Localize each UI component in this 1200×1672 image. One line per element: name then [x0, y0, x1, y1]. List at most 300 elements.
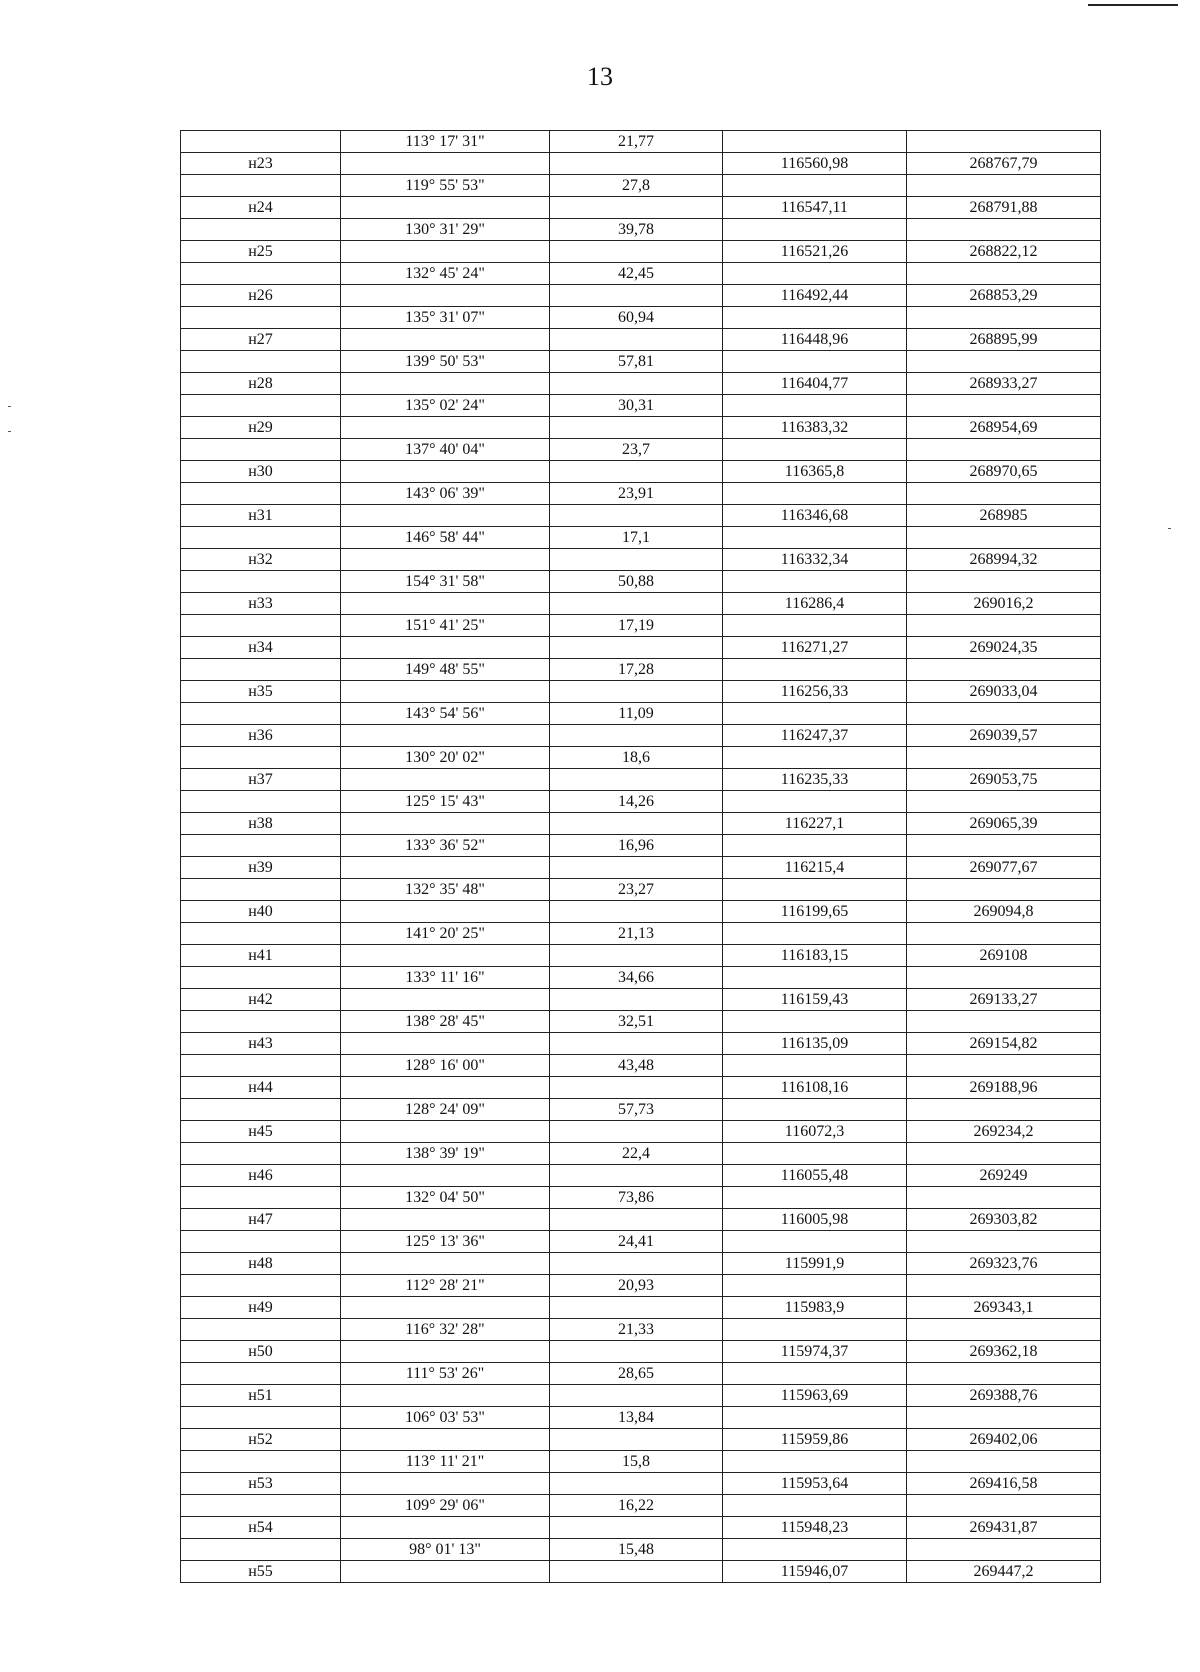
distance-cell	[550, 549, 723, 571]
angle-cell	[341, 1209, 550, 1231]
corner-scan-mark	[1088, 4, 1178, 6]
distance-cell	[550, 461, 723, 483]
point-row	[181, 1253, 1101, 1275]
point-id-cell: н37	[181, 769, 341, 791]
x-cell: 115948,23	[723, 1517, 907, 1539]
distance-cell: 23,27	[550, 879, 723, 901]
angle-cell	[341, 373, 550, 395]
distance-cell	[550, 1561, 723, 1583]
distance-cell: 42,45	[550, 263, 723, 285]
point-id-cell: н38	[181, 813, 341, 835]
y-cell: 268985	[907, 505, 1101, 527]
point-id-cell: н40	[181, 901, 341, 923]
distance-cell: 24,41	[550, 1231, 723, 1253]
x-cell: 116271,27	[723, 637, 907, 659]
distance-cell: 23,7	[550, 439, 723, 461]
point-cell	[181, 1363, 341, 1385]
angle-cell: 135° 02' 24"	[341, 395, 550, 417]
angle-cell	[341, 725, 550, 747]
distance-cell: 16,96	[550, 835, 723, 857]
x-cell	[723, 659, 907, 681]
y-cell	[907, 967, 1101, 989]
y-cell: 269416,58	[907, 1473, 1101, 1495]
y-cell: 269402,06	[907, 1429, 1101, 1451]
point-row	[181, 1429, 1101, 1451]
point-id-cell: н49	[181, 1297, 341, 1319]
y-cell: 269188,96	[907, 1077, 1101, 1099]
x-cell: 116159,43	[723, 989, 907, 1011]
point-cell	[181, 1451, 341, 1473]
point-id-cell: н23	[181, 153, 341, 175]
angle-cell	[341, 1473, 550, 1495]
x-cell: 115974,37	[723, 1341, 907, 1363]
point-id-cell: н35	[181, 681, 341, 703]
y-cell: 268853,29	[907, 285, 1101, 307]
y-cell	[907, 307, 1101, 329]
distance-cell: 15,48	[550, 1539, 723, 1561]
segment-row	[181, 307, 1101, 329]
point-row	[181, 1077, 1101, 1099]
distance-cell	[550, 1429, 723, 1451]
margin-mark	[1168, 528, 1171, 529]
segment-row	[181, 1275, 1101, 1297]
distance-cell: 73,86	[550, 1187, 723, 1209]
segment-row	[181, 439, 1101, 461]
distance-cell	[550, 1121, 723, 1143]
point-cell	[181, 483, 341, 505]
y-cell: 268767,79	[907, 153, 1101, 175]
y-cell: 269039,57	[907, 725, 1101, 747]
point-id-cell: н44	[181, 1077, 341, 1099]
angle-cell	[341, 989, 550, 1011]
x-cell: 116055,48	[723, 1165, 907, 1187]
coordinates-table-body	[181, 131, 1101, 1583]
margin-mark	[8, 431, 11, 432]
angle-cell: 130° 20' 02"	[341, 747, 550, 769]
distance-cell: 57,73	[550, 1099, 723, 1121]
angle-cell: 139° 50' 53"	[341, 351, 550, 373]
segment-row	[181, 175, 1101, 197]
y-cell	[907, 1099, 1101, 1121]
segment-row	[181, 615, 1101, 637]
distance-cell	[550, 285, 723, 307]
point-id-cell: н42	[181, 989, 341, 1011]
y-cell: 269065,39	[907, 813, 1101, 835]
point-row	[181, 241, 1101, 263]
x-cell: 116256,33	[723, 681, 907, 703]
angle-cell: 143° 54' 56"	[341, 703, 550, 725]
x-cell	[723, 175, 907, 197]
point-row	[181, 373, 1101, 395]
point-row	[181, 1209, 1101, 1231]
y-cell	[907, 1011, 1101, 1033]
point-cell	[181, 571, 341, 593]
point-cell	[181, 1495, 341, 1517]
x-cell	[723, 1099, 907, 1121]
segment-row	[181, 131, 1101, 153]
x-cell	[723, 1275, 907, 1297]
distance-cell: 50,88	[550, 571, 723, 593]
y-cell: 269077,67	[907, 857, 1101, 879]
y-cell: 269249	[907, 1165, 1101, 1187]
point-cell	[181, 351, 341, 373]
x-cell: 116492,44	[723, 285, 907, 307]
y-cell: 268970,65	[907, 461, 1101, 483]
y-cell	[907, 835, 1101, 857]
point-id-cell: н51	[181, 1385, 341, 1407]
distance-cell	[550, 1077, 723, 1099]
distance-cell	[550, 329, 723, 351]
angle-cell	[341, 813, 550, 835]
y-cell	[907, 791, 1101, 813]
distance-cell	[550, 1341, 723, 1363]
y-cell: 269133,27	[907, 989, 1101, 1011]
angle-cell	[341, 637, 550, 659]
segment-row	[181, 571, 1101, 593]
point-id-cell: н41	[181, 945, 341, 967]
distance-cell: 15,8	[550, 1451, 723, 1473]
x-cell: 116448,96	[723, 329, 907, 351]
segment-row	[181, 219, 1101, 241]
y-cell: 268954,69	[907, 417, 1101, 439]
point-id-cell: н28	[181, 373, 341, 395]
angle-cell: 125° 13' 36"	[341, 1231, 550, 1253]
point-row	[181, 461, 1101, 483]
angle-cell: 141° 20' 25"	[341, 923, 550, 945]
distance-cell	[550, 153, 723, 175]
angle-cell: 106° 03' 53"	[341, 1407, 550, 1429]
distance-cell	[550, 593, 723, 615]
y-cell: 269447,2	[907, 1561, 1101, 1583]
point-id-cell: н32	[181, 549, 341, 571]
y-cell	[907, 1275, 1101, 1297]
y-cell	[907, 527, 1101, 549]
point-cell	[181, 1011, 341, 1033]
page-number: 13	[587, 62, 613, 91]
point-cell	[181, 527, 341, 549]
x-cell	[723, 1319, 907, 1341]
x-cell: 116247,37	[723, 725, 907, 747]
distance-cell: 60,94	[550, 307, 723, 329]
angle-cell: 130° 31' 29"	[341, 219, 550, 241]
distance-cell: 13,84	[550, 1407, 723, 1429]
point-id-cell: н30	[181, 461, 341, 483]
angle-cell	[341, 857, 550, 879]
angle-cell: 138° 28' 45"	[341, 1011, 550, 1033]
y-cell	[907, 659, 1101, 681]
x-cell: 116108,16	[723, 1077, 907, 1099]
segment-row	[181, 1055, 1101, 1077]
distance-cell: 11,09	[550, 703, 723, 725]
segment-row	[181, 791, 1101, 813]
margin-mark	[8, 406, 11, 407]
distance-cell	[550, 373, 723, 395]
angle-cell: 135° 31' 07"	[341, 307, 550, 329]
angle-cell: 133° 11' 16"	[341, 967, 550, 989]
point-id-cell: н24	[181, 197, 341, 219]
distance-cell	[550, 197, 723, 219]
angle-cell: 154° 31' 58"	[341, 571, 550, 593]
x-cell: 116332,34	[723, 549, 907, 571]
y-cell: 269033,04	[907, 681, 1101, 703]
distance-cell	[550, 1473, 723, 1495]
x-cell	[723, 395, 907, 417]
distance-cell: 23,91	[550, 483, 723, 505]
distance-cell: 22,4	[550, 1143, 723, 1165]
y-cell	[907, 439, 1101, 461]
angle-cell	[341, 1033, 550, 1055]
angle-cell: 112° 28' 21"	[341, 1275, 550, 1297]
point-cell	[181, 659, 341, 681]
distance-cell	[550, 725, 723, 747]
distance-cell	[550, 1209, 723, 1231]
angle-cell: 137° 40' 04"	[341, 439, 550, 461]
point-row	[181, 1121, 1101, 1143]
point-row	[181, 549, 1101, 571]
point-id-cell: н52	[181, 1429, 341, 1451]
x-cell	[723, 439, 907, 461]
x-cell: 116383,32	[723, 417, 907, 439]
x-cell: 116346,68	[723, 505, 907, 527]
point-row	[181, 1297, 1101, 1319]
point-id-cell: н47	[181, 1209, 341, 1231]
distance-cell	[550, 857, 723, 879]
y-cell: 269343,1	[907, 1297, 1101, 1319]
y-cell	[907, 615, 1101, 637]
segment-row	[181, 967, 1101, 989]
angle-cell: 109° 29' 06"	[341, 1495, 550, 1517]
point-cell	[181, 131, 341, 153]
angle-cell: 125° 15' 43"	[341, 791, 550, 813]
y-cell	[907, 1055, 1101, 1077]
angle-cell	[341, 1165, 550, 1187]
angle-cell: 128° 16' 00"	[341, 1055, 550, 1077]
y-cell: 269154,82	[907, 1033, 1101, 1055]
distance-cell: 17,1	[550, 527, 723, 549]
y-cell	[907, 1407, 1101, 1429]
angle-cell	[341, 505, 550, 527]
angle-cell: 113° 11' 21"	[341, 1451, 550, 1473]
x-cell	[723, 1011, 907, 1033]
point-cell	[181, 1319, 341, 1341]
angle-cell	[341, 1121, 550, 1143]
angle-cell: 128° 24' 09"	[341, 1099, 550, 1121]
angle-cell	[341, 1429, 550, 1451]
angle-cell: 132° 04' 50"	[341, 1187, 550, 1209]
angle-cell	[341, 901, 550, 923]
point-row	[181, 153, 1101, 175]
x-cell: 116199,65	[723, 901, 907, 923]
y-cell: 269094,8	[907, 901, 1101, 923]
angle-cell: 138° 39' 19"	[341, 1143, 550, 1165]
x-cell	[723, 1539, 907, 1561]
point-cell	[181, 307, 341, 329]
point-cell	[181, 219, 341, 241]
point-cell	[181, 791, 341, 813]
y-cell	[907, 483, 1101, 505]
distance-cell: 16,22	[550, 1495, 723, 1517]
angle-cell	[341, 153, 550, 175]
y-cell: 268994,32	[907, 549, 1101, 571]
x-cell: 116005,98	[723, 1209, 907, 1231]
point-cell	[181, 1143, 341, 1165]
segment-row	[181, 1231, 1101, 1253]
segment-row	[181, 1099, 1101, 1121]
distance-cell: 57,81	[550, 351, 723, 373]
angle-cell	[341, 461, 550, 483]
point-cell	[181, 263, 341, 285]
x-cell: 116404,77	[723, 373, 907, 395]
distance-cell	[550, 769, 723, 791]
point-cell	[181, 923, 341, 945]
distance-cell	[550, 1517, 723, 1539]
distance-cell: 21,13	[550, 923, 723, 945]
angle-cell	[341, 1341, 550, 1363]
distance-cell	[550, 505, 723, 527]
x-cell: 116215,4	[723, 857, 907, 879]
x-cell: 116183,15	[723, 945, 907, 967]
point-cell	[181, 395, 341, 417]
x-cell	[723, 967, 907, 989]
x-cell	[723, 835, 907, 857]
y-cell	[907, 879, 1101, 901]
y-cell: 268791,88	[907, 197, 1101, 219]
segment-row	[181, 879, 1101, 901]
angle-cell: 111° 53' 26"	[341, 1363, 550, 1385]
point-row	[181, 285, 1101, 307]
point-id-cell: н45	[181, 1121, 341, 1143]
point-row	[181, 769, 1101, 791]
distance-cell: 20,93	[550, 1275, 723, 1297]
x-cell	[723, 351, 907, 373]
segment-row	[181, 1539, 1101, 1561]
point-cell	[181, 439, 341, 461]
angle-cell	[341, 197, 550, 219]
point-id-cell: н34	[181, 637, 341, 659]
x-cell: 116547,11	[723, 197, 907, 219]
segment-row	[181, 1143, 1101, 1165]
x-cell: 116560,98	[723, 153, 907, 175]
x-cell: 115953,64	[723, 1473, 907, 1495]
angle-cell	[341, 241, 550, 263]
point-id-cell: н46	[181, 1165, 341, 1187]
angle-cell: 151° 41' 25"	[341, 615, 550, 637]
angle-cell	[341, 1385, 550, 1407]
y-cell	[907, 1187, 1101, 1209]
y-cell	[907, 747, 1101, 769]
point-row	[181, 813, 1101, 835]
y-cell	[907, 1451, 1101, 1473]
y-cell: 268895,99	[907, 329, 1101, 351]
point-row	[181, 329, 1101, 351]
point-row	[181, 1165, 1101, 1187]
angle-cell: 119° 55' 53"	[341, 175, 550, 197]
y-cell	[907, 571, 1101, 593]
point-row	[181, 637, 1101, 659]
distance-cell: 39,78	[550, 219, 723, 241]
y-cell	[907, 175, 1101, 197]
y-cell	[907, 395, 1101, 417]
y-cell: 269362,18	[907, 1341, 1101, 1363]
angle-cell	[341, 549, 550, 571]
segment-row	[181, 1407, 1101, 1429]
y-cell: 268933,27	[907, 373, 1101, 395]
y-cell	[907, 351, 1101, 373]
x-cell	[723, 571, 907, 593]
point-cell	[181, 835, 341, 857]
angle-cell	[341, 417, 550, 439]
y-cell	[907, 1231, 1101, 1253]
distance-cell: 18,6	[550, 747, 723, 769]
distance-cell: 14,26	[550, 791, 723, 813]
point-cell	[181, 879, 341, 901]
angle-cell: 116° 32' 28"	[341, 1319, 550, 1341]
point-id-cell: н26	[181, 285, 341, 307]
x-cell: 116235,33	[723, 769, 907, 791]
x-cell	[723, 263, 907, 285]
x-cell	[723, 747, 907, 769]
x-cell: 115959,86	[723, 1429, 907, 1451]
distance-cell: 28,65	[550, 1363, 723, 1385]
y-cell	[907, 219, 1101, 241]
point-row	[181, 901, 1101, 923]
point-row	[181, 197, 1101, 219]
y-cell: 269323,76	[907, 1253, 1101, 1275]
angle-cell	[341, 1253, 550, 1275]
segment-row	[181, 1363, 1101, 1385]
segment-row	[181, 659, 1101, 681]
segment-row	[181, 1319, 1101, 1341]
point-id-cell: н53	[181, 1473, 341, 1495]
point-id-cell: н25	[181, 241, 341, 263]
x-cell: 116227,1	[723, 813, 907, 835]
point-row	[181, 417, 1101, 439]
y-cell: 269016,2	[907, 593, 1101, 615]
x-cell: 116072,3	[723, 1121, 907, 1143]
distance-cell: 17,28	[550, 659, 723, 681]
point-cell	[181, 615, 341, 637]
segment-row	[181, 703, 1101, 725]
coordinates-table	[180, 130, 1101, 1583]
y-cell	[907, 1319, 1101, 1341]
x-cell: 116286,4	[723, 593, 907, 615]
point-id-cell: н54	[181, 1517, 341, 1539]
x-cell: 115983,9	[723, 1297, 907, 1319]
distance-cell	[550, 1385, 723, 1407]
y-cell: 269431,87	[907, 1517, 1101, 1539]
distance-cell	[550, 417, 723, 439]
segment-row	[181, 395, 1101, 417]
distance-cell	[550, 945, 723, 967]
x-cell	[723, 527, 907, 549]
point-row	[181, 1561, 1101, 1583]
point-cell	[181, 703, 341, 725]
point-cell	[181, 175, 341, 197]
x-cell: 116135,09	[723, 1033, 907, 1055]
angle-cell: 113° 17' 31"	[341, 131, 550, 153]
y-cell	[907, 923, 1101, 945]
point-id-cell: н48	[181, 1253, 341, 1275]
angle-cell: 146° 58' 44"	[341, 527, 550, 549]
x-cell	[723, 219, 907, 241]
angle-cell: 132° 45' 24"	[341, 263, 550, 285]
y-cell	[907, 1539, 1101, 1561]
angle-cell: 98° 01' 13"	[341, 1539, 550, 1561]
point-id-cell: н39	[181, 857, 341, 879]
point-cell	[181, 1539, 341, 1561]
x-cell	[723, 923, 907, 945]
point-id-cell: н55	[181, 1561, 341, 1583]
